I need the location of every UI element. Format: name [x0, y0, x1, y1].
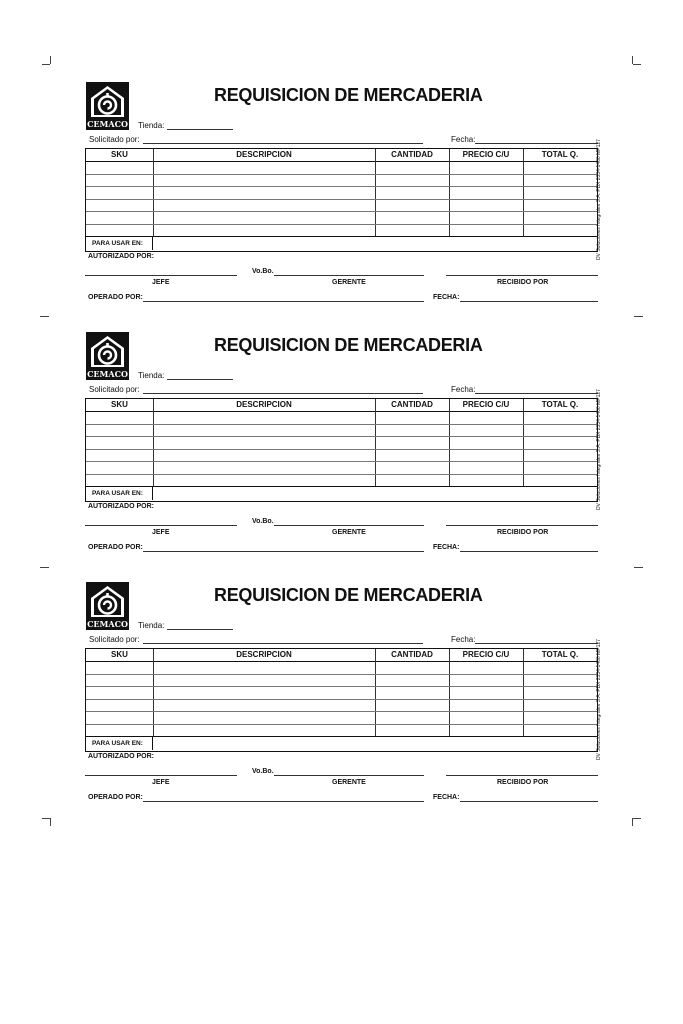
fecha2-label: FECHA:: [433, 544, 460, 551]
logo-text: CEMACO: [87, 119, 128, 129]
col-sku: SKU: [111, 150, 128, 159]
row-line: [86, 699, 597, 700]
col-total: TOTAL Q.: [541, 150, 579, 159]
col-sku: SKU: [111, 400, 128, 409]
logo-text: CEMACO: [87, 369, 128, 379]
tienda-label: Tienda:: [138, 371, 165, 380]
para-usar-label: PARA USAR EN:: [92, 740, 143, 747]
autorizado-label: AUTORIZADO POR:: [88, 503, 154, 510]
solicitado-field[interactable]: [143, 643, 423, 644]
para-usar-divider: [152, 487, 153, 500]
column-divider: [375, 399, 376, 486]
recibido-label: RECIBIDO POR: [497, 779, 549, 786]
col-total: TOTAL Q.: [541, 650, 579, 659]
solicitado-field[interactable]: [143, 393, 423, 394]
form-title: REQUISICION DE MERCADERIA: [214, 585, 483, 605]
jefe-label: JEFE: [152, 279, 170, 286]
operado-label: OPERADO POR:: [88, 294, 143, 301]
para-usar-label: PARA USAR EN:: [92, 490, 143, 497]
items-table: [85, 398, 598, 502]
row-line: [86, 424, 597, 425]
operado-field[interactable]: [143, 801, 424, 802]
fecha2-label: FECHA:: [433, 794, 460, 801]
col-precio: PRECIO C/U: [462, 650, 510, 659]
requisition-form: [0, 0, 683, 301]
operado-label: OPERADO POR:: [88, 794, 143, 801]
requisition-form: [0, 250, 683, 551]
tienda-field[interactable]: [167, 629, 233, 630]
column-divider: [153, 149, 154, 236]
col-precio: PRECIO C/U: [462, 150, 510, 159]
cemaco-logo: [86, 82, 129, 130]
fecha-label: Fecha:: [451, 385, 476, 394]
fecha-field[interactable]: [475, 393, 598, 394]
gerente-signature-line[interactable]: [274, 775, 424, 776]
para-usar-label: PARA USAR EN:: [92, 240, 143, 247]
col-cantidad: CANTIDAD: [391, 650, 433, 659]
col-descripcion: DESCRIPCION: [236, 650, 292, 659]
jefe-label: JEFE: [152, 529, 170, 536]
row-line: [86, 474, 597, 475]
table-header: [86, 149, 597, 162]
vobo-label: Vo.Bo.: [252, 268, 274, 275]
cemaco-house-spiral-icon: [90, 335, 125, 369]
row-line: [86, 674, 597, 675]
row-line: [86, 199, 597, 200]
recibido-signature-line[interactable]: [446, 775, 598, 776]
row-line: [86, 186, 597, 187]
col-descripcion: DESCRIPCION: [236, 400, 292, 409]
tienda-field[interactable]: [167, 129, 233, 130]
row-line: [86, 724, 597, 725]
cemaco-house-spiral-icon: [90, 585, 125, 619]
crop-mark: [633, 818, 641, 819]
para-usar-divider: [152, 737, 153, 750]
autorizado-label: AUTORIZADO POR:: [88, 253, 154, 260]
row-line: [86, 174, 597, 175]
requisition-form: [0, 500, 683, 801]
col-descripcion: DESCRIPCION: [236, 150, 292, 159]
logo-text: CEMACO: [87, 619, 128, 629]
solicitado-label: Solicitado por:: [89, 385, 140, 394]
col-cantidad: CANTIDAD: [391, 150, 433, 159]
autorizado-label: AUTORIZADO POR:: [88, 753, 154, 760]
row-line: [86, 436, 597, 437]
row-line: [86, 211, 597, 212]
column-divider: [153, 649, 154, 736]
solicitado-field[interactable]: [143, 143, 423, 144]
tienda-field[interactable]: [167, 379, 233, 380]
row-line: [86, 686, 597, 687]
cemaco-logo: [86, 582, 129, 630]
column-divider: [523, 149, 524, 236]
cemaco-logo: [86, 332, 129, 380]
solicitado-label: Solicitado por:: [89, 635, 140, 644]
items-table: [85, 148, 598, 252]
jefe-signature-line[interactable]: [85, 775, 237, 776]
cemaco-house-spiral-icon: [90, 85, 125, 119]
tienda-label: Tienda:: [138, 121, 165, 130]
fecha-label: Fecha:: [451, 135, 476, 144]
para-usar-row[interactable]: [86, 736, 597, 751]
fecha-field[interactable]: [475, 643, 598, 644]
printer-side-text: DV Soluciones Integrales S.A. PBX 2334-1460 MP127: [596, 639, 602, 760]
operado-label: OPERADO POR:: [88, 544, 143, 551]
row-line: [86, 711, 597, 712]
crop-mark: [42, 818, 50, 819]
column-divider: [375, 149, 376, 236]
solicitado-label: Solicitado por:: [89, 135, 140, 144]
gerente-label: GERENTE: [332, 529, 366, 536]
fecha-field[interactable]: [475, 143, 598, 144]
col-precio: PRECIO C/U: [462, 400, 510, 409]
column-divider: [375, 649, 376, 736]
table-header: [86, 649, 597, 662]
gerente-label: GERENTE: [332, 779, 366, 786]
fecha2-field[interactable]: [460, 801, 598, 802]
items-table: [85, 648, 598, 752]
row-line: [86, 461, 597, 462]
column-divider: [449, 649, 450, 736]
row-line: [86, 449, 597, 450]
para-usar-row[interactable]: [86, 486, 597, 501]
para-usar-divider: [152, 237, 153, 250]
vobo-label: Vo.Bo.: [252, 518, 274, 525]
table-header: [86, 399, 597, 412]
vobo-label: Vo.Bo.: [252, 768, 274, 775]
fecha2-label: FECHA:: [433, 294, 460, 301]
para-usar-row[interactable]: [86, 236, 597, 251]
row-line: [86, 224, 597, 225]
crop-mark: [632, 818, 633, 826]
crop-mark: [50, 818, 51, 826]
form-title: REQUISICION DE MERCADERIA: [214, 335, 483, 355]
column-divider: [449, 149, 450, 236]
gerente-label: GERENTE: [332, 279, 366, 286]
column-divider: [523, 399, 524, 486]
column-divider: [449, 399, 450, 486]
column-divider: [153, 399, 154, 486]
column-divider: [523, 649, 524, 736]
printer-side-text: DV Soluciones Integrales S.A. PBX 2334-1460 MP127: [596, 389, 602, 510]
col-cantidad: CANTIDAD: [391, 400, 433, 409]
jefe-label: JEFE: [152, 779, 170, 786]
form-title: REQUISICION DE MERCADERIA: [214, 85, 483, 105]
recibido-label: RECIBIDO POR: [497, 279, 549, 286]
col-total: TOTAL Q.: [541, 400, 579, 409]
col-sku: SKU: [111, 650, 128, 659]
printer-side-text: DV Soluciones Integrales S.A. PBX 2334-1460 MP127: [596, 139, 602, 260]
tienda-label: Tienda:: [138, 621, 165, 630]
recibido-label: RECIBIDO POR: [497, 529, 549, 536]
fecha-label: Fecha:: [451, 635, 476, 644]
